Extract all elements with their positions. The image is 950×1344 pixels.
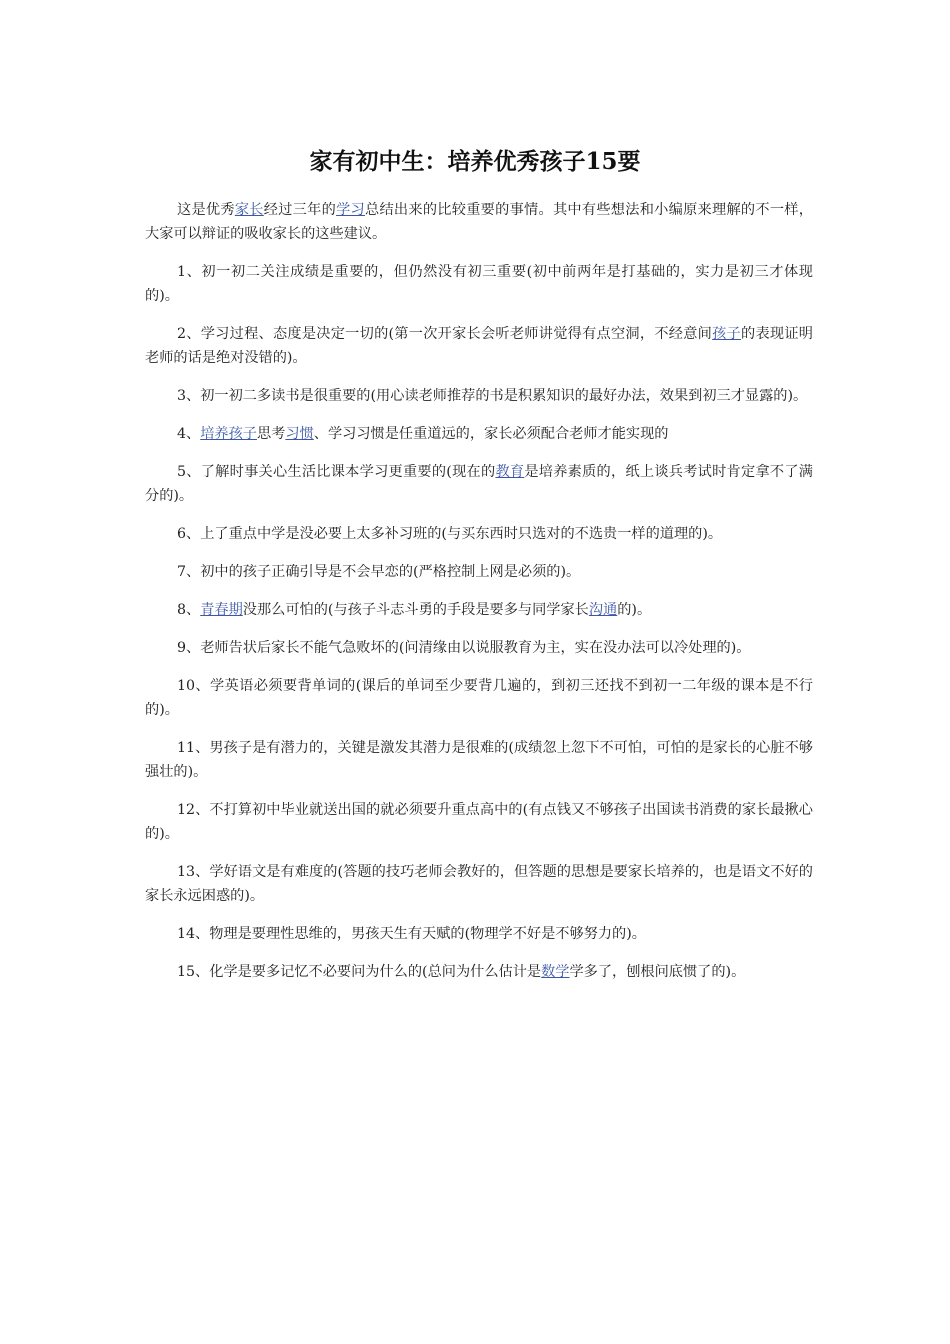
paragraph-text: 总结出来的比较重要的事情。其中有些想法和小编原来理解的不一样，大家可以辩证的吸收家长的这些建议。: [145, 202, 813, 242]
list-item: [145, 322, 813, 370]
keyword-link[interactable]: 家长: [234, 202, 264, 218]
paragraph-text: 5、了解时事关心生活比课本学习更重要的(现在的: [177, 464, 496, 480]
intro-paragraph: [145, 198, 813, 246]
list-item: [145, 260, 813, 308]
paragraph-text: 这是优秀: [177, 202, 235, 218]
paragraph-text: 13、学好语文是有难度的(答题的技巧老师会教好的，但答题的思想是要家长培养的，也是语文不好的家长永远困惑的)。: [145, 864, 813, 904]
list-item: [145, 598, 813, 622]
list-item: [145, 384, 813, 408]
paragraph-text: 3、初一初二多读书是很重要的(用心读老师推荐的书是积累知识的最好办法，效果到初三才显露的)。: [177, 388, 808, 404]
list-item: [145, 860, 813, 908]
list-item: [145, 522, 813, 546]
list-item: [145, 922, 813, 946]
paragraph-text: 学多了，刨根问底惯了的)。: [569, 964, 746, 980]
paragraph-text: 12、不打算初中毕业就送出国的就必须要升重点高中的(有点钱又不够孩子出国读书消费的家长最揪心的)。: [145, 802, 813, 842]
keyword-link[interactable]: 培养孩子: [200, 426, 257, 442]
list-item: [145, 798, 813, 846]
list-item: [145, 422, 813, 446]
keyword-link[interactable]: 学习: [336, 202, 365, 218]
keyword-link[interactable]: 青春期: [200, 602, 243, 618]
list-item: [145, 560, 813, 584]
list-item: [145, 736, 813, 784]
paragraph-text: 的)。: [617, 602, 652, 618]
paragraph-text: 、学习习惯是任重道远的，家长必须配合老师才能实现的: [313, 426, 669, 442]
paragraph-text: 7、初中的孩子正确引导是不会早恋的(严格控制上网是必须的)。: [177, 564, 581, 580]
article-body: [145, 198, 813, 998]
paragraph-text: 思考: [256, 426, 286, 442]
list-item: [145, 960, 813, 984]
paragraph-text: 2、学习过程、态度是决定一切的(第一次开家长会听老师讲觉得有点空洞，不经意间: [177, 326, 713, 342]
keyword-link[interactable]: 教育: [495, 464, 525, 480]
paragraph-text: 8、: [177, 602, 201, 618]
list-item: [145, 636, 813, 660]
paragraph-text: 14、物理是要理性思维的，男孩天生有天赋的(物理学不好是不够努力的)。: [177, 926, 646, 942]
paragraph-text: 10、学英语必须要背单词的(课后的单词至少要背几遍的，到初三还找不到初一二年级的课本是不行的)。: [145, 678, 813, 718]
list-item: [145, 674, 813, 722]
paragraph-text: 经过三年的: [263, 202, 337, 218]
paragraph-text: 的表现证明老师的话是绝对没错的)。: [145, 326, 813, 366]
paragraph-text: 4、: [177, 426, 201, 442]
paragraph-text: 没那么可怕的(与孩子斗志斗勇的手段是要多与同学家长: [242, 602, 589, 618]
page-title: 家有初中生：培养优秀孩子15要: [309, 148, 641, 175]
keyword-link[interactable]: 沟通: [588, 602, 618, 618]
paragraph-text: 6、上了重点中学是没必要上太多补习班的(与买东西时只选对的不选贵一样的道理的)。: [177, 526, 723, 542]
paragraph-text: 15、化学是要多记忆不必要问为什么的(总问为什么估计是: [177, 964, 542, 980]
list-item: [145, 460, 813, 508]
paragraph-text: 1、初一初二关注成绩是重要的，但仍然没有初三重要(初中前两年是打基础的，实力是初三才体现的)。: [145, 264, 813, 304]
keyword-link[interactable]: 习惯: [285, 426, 314, 442]
keyword-link[interactable]: 孩子: [712, 326, 741, 342]
paragraph-text: 9、老师告状后家长不能气急败坏的(问清缘由以说服教育为主，实在没办法可以冷处理的)。: [177, 640, 751, 656]
paragraph-text: 是培养素质的，纸上谈兵考试时肯定拿不了满分的)。: [145, 464, 813, 504]
keyword-link[interactable]: 数学: [541, 964, 570, 980]
paragraph-text: 11、男孩子是有潜力的，关键是激发其潜力是很难的(成绩忽上忽下不可怕，可怕的是家长的心脏不够强壮的)。: [145, 740, 813, 780]
